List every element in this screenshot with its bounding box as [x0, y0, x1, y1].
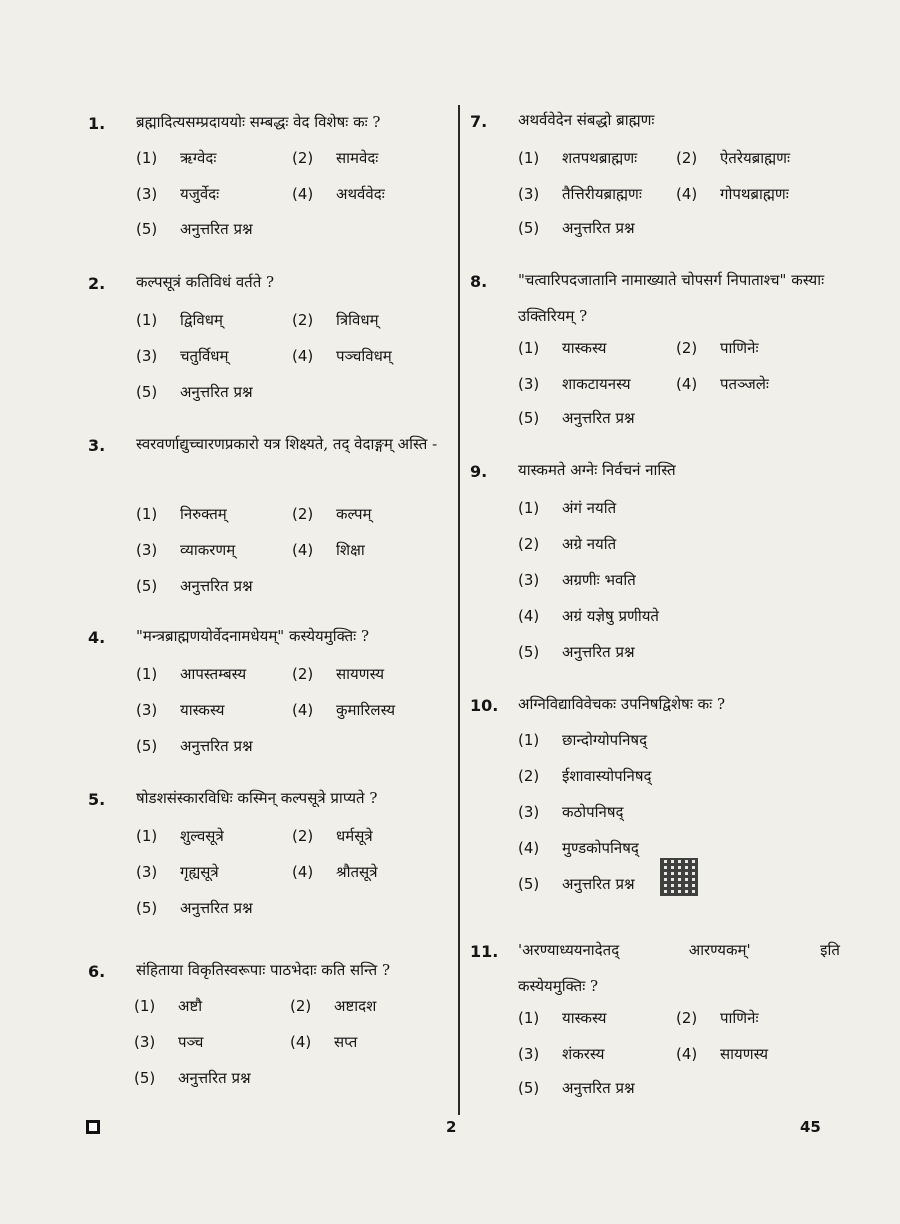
option-5[interactable]: (5) अनुत्तरित प्रश्न — [136, 383, 253, 401]
option-2[interactable]: (2) त्रिविधम् — [292, 311, 379, 329]
option-4[interactable]: (4) गोपथब्राह्मणः — [676, 185, 789, 203]
option-3[interactable]: (3) शाकटायनस्य — [518, 375, 631, 393]
option-5[interactable]: (5) अनुत्तरित प्रश्न — [136, 577, 253, 595]
option-1[interactable]: (1) शतपथब्राह्मणः — [518, 149, 638, 167]
option-1[interactable]: (1) अंगं नयति — [518, 499, 617, 517]
question-number: 10. — [470, 696, 499, 715]
option-3[interactable]: (3) चतुर्विधम् — [136, 347, 229, 365]
option-1[interactable]: (1) निरुक्तम् — [136, 505, 227, 523]
option-2[interactable]: (2) पाणिनेः — [676, 339, 759, 357]
option-5[interactable]: (5) अनुत्तरित प्रश्न — [136, 737, 253, 755]
option-4[interactable]: (4) पतञ्जलेः — [676, 375, 769, 393]
option-3[interactable]: (3) गृह्यसूत्रे — [136, 863, 219, 881]
option-4[interactable]: (4) सायणस्य — [676, 1045, 769, 1063]
option-4[interactable]: (4) अथर्ववेदः — [292, 185, 385, 203]
question-text: षोडशसंस्कारविधिः कस्मिन् कल्पसूत्रे प्राप्यते ? — [136, 789, 378, 807]
paper-code: 45 — [800, 1118, 821, 1136]
column-divider — [458, 105, 460, 1115]
question-number: 1. — [88, 114, 106, 133]
option-3[interactable]: (3) शंकरस्य — [518, 1045, 605, 1063]
question-text-line-1: 'अरण्याध्ययनादेतद् आरण्यकम्' इति — [518, 941, 840, 959]
option-4[interactable]: (4) शिक्षा — [292, 541, 365, 559]
question-text: संहिताया विकृतिस्वरूपाः पाठभेदाः कति सन्ति ? — [136, 961, 391, 979]
option-4[interactable]: (4) सप्त — [290, 1033, 358, 1051]
option-1[interactable]: (1) अष्टौ — [134, 997, 203, 1015]
question-number: 5. — [88, 790, 106, 809]
option-1[interactable]: (1) शुल्वसूत्रे — [136, 827, 224, 845]
question-text: स्वरवर्णाद्युच्चारणप्रकारो यत्र शिक्ष्यते, तद् वेदाङ्गम् अस्ति - — [136, 435, 438, 453]
option-4[interactable]: (4) श्रौतसूत्रे — [292, 863, 378, 881]
option-5[interactable]: (5) अनुत्तरित प्रश्न — [518, 1079, 635, 1097]
question-text: "मन्त्रब्राह्मणयोर्वेदनामधेयम्" कस्येयमुक्तिः ? — [136, 627, 370, 645]
question-number: 11. — [470, 942, 499, 961]
footer-square-icon — [86, 1120, 100, 1134]
question-text-line-2: कस्येयमुक्तिः ? — [518, 977, 599, 995]
option-5[interactable]: (5) अनुत्तरित प्रश्न — [518, 643, 635, 661]
option-4[interactable]: (4) कुमारिलस्य — [292, 701, 396, 719]
question-text: "चत्वारिपदजातानि नामाख्याते चोपसर्ग निपाताश्च" कस्याः उक्तिरियम् ? — [518, 271, 825, 325]
option-3[interactable]: (3) अग्रणीः भवति — [518, 571, 636, 589]
question-number: 7. — [470, 112, 488, 131]
option-3[interactable]: (3) कठोपनिषद् — [518, 803, 624, 821]
question-number: 9. — [470, 462, 488, 481]
option-3[interactable]: (3) यजुर्वेदः — [136, 185, 220, 203]
option-2[interactable]: (2) धर्मसूत्रे — [292, 827, 373, 845]
option-1[interactable]: (1) आपस्तम्बस्य — [136, 665, 247, 683]
option-5[interactable]: (5) अनुत्तरित प्रश्न — [136, 220, 253, 238]
option-2[interactable]: (2) ऐतरेयब्राह्मणः — [676, 149, 791, 167]
question-number: 3. — [88, 436, 106, 455]
question-text: ब्रह्मादित्यसम्प्रदाययोः सम्बद्धः वेद विशेषः कः ? — [136, 113, 381, 131]
option-5[interactable]: (5) अनुत्तरित प्रश्न — [518, 219, 635, 237]
option-2[interactable]: (2) पाणिनेः — [676, 1009, 759, 1027]
option-5[interactable]: (5) अनुत्तरित प्रश्न — [136, 899, 253, 917]
option-4[interactable]: (4) मुण्डकोपनिषद् — [518, 839, 639, 857]
question-text: अग्निविद्याविवेचकः उपनिषद्विशेषः कः ? — [518, 695, 726, 713]
option-5[interactable]: (5) अनुत्तरित प्रश्न — [518, 875, 635, 893]
option-3[interactable]: (3) यास्कस्य — [136, 701, 225, 719]
option-3[interactable]: (3) पञ्च — [134, 1033, 204, 1051]
option-1[interactable]: (1) ऋग्वेदः — [136, 149, 217, 167]
option-5[interactable]: (5) अनुत्तरित प्रश्न — [134, 1069, 251, 1087]
option-4[interactable]: (4) पञ्चविधम् — [292, 347, 392, 365]
option-1[interactable]: (1) छान्दोग्योपनिषद् — [518, 731, 648, 749]
question-text: अथर्ववेदेन संबद्धो ब्राह्मणः — [518, 111, 655, 129]
question-number: 8. — [470, 272, 488, 291]
option-2[interactable]: (2) अग्रे नयति — [518, 535, 617, 553]
option-1[interactable]: (1) यास्कस्य — [518, 1009, 607, 1027]
qr-code-icon — [660, 858, 698, 896]
option-1[interactable]: (1) द्विविधम् — [136, 311, 223, 329]
page-number: 2 — [446, 1118, 457, 1136]
question-text: कल्पसूत्रं कतिविधं वर्तते ? — [136, 273, 275, 291]
question-number: 6. — [88, 962, 106, 981]
option-2[interactable]: (2) सायणस्य — [292, 665, 385, 683]
question-text: यास्कमते अग्नेः निर्वचनं नास्ति — [518, 461, 676, 479]
option-4[interactable]: (4) अग्रं यज्ञेषु प्रणीयते — [518, 607, 659, 625]
option-2[interactable]: (2) अष्टादश — [290, 997, 377, 1015]
option-1[interactable]: (1) यास्कस्य — [518, 339, 607, 357]
question-number: 2. — [88, 274, 106, 293]
question-number: 4. — [88, 628, 106, 647]
option-3[interactable]: (3) तैत्तिरीयब्राह्मणः — [518, 185, 642, 203]
option-3[interactable]: (3) व्याकरणम् — [136, 541, 236, 559]
option-5[interactable]: (5) अनुत्तरित प्रश्न — [518, 409, 635, 427]
option-2[interactable]: (2) कल्पम् — [292, 505, 372, 523]
option-2[interactable]: (2) ईशावास्योपनिषद् — [518, 767, 652, 785]
option-2[interactable]: (2) सामवेदः — [292, 149, 379, 167]
